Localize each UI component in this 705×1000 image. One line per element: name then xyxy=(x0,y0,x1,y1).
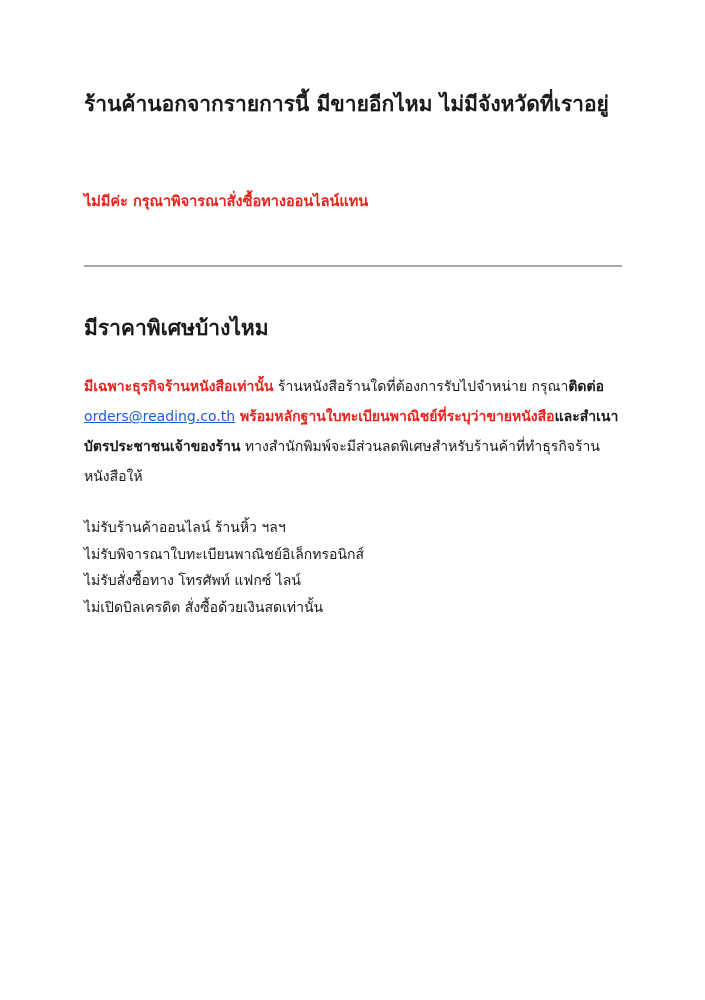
conditions-list xyxy=(84,515,624,621)
requirement-note: พร้อมหลักฐานใบทะเบียนพาณิชย์ที่ระบุว่าขายหนังสือ xyxy=(235,409,555,425)
condition-item: ไม่รับสั่งซื้อทาง โทรศัพท์ แฟกซ์ ไลน์ xyxy=(84,573,301,589)
special-price-paragraph xyxy=(84,372,624,492)
id-copy-note: และสำเนาบัตรประชาชนเจ้าของร้าน xyxy=(84,409,619,455)
answer-other-stores: ไม่มีค่ะ กรุณาพิจารณาสั่งซื้อทางออนไลน์แทน xyxy=(84,194,369,210)
condition-item: ไม่รับพิจารณาใบทะเบียนพาณิชย์อิเล็กทรอนิกส์ xyxy=(84,546,365,563)
contact-label: ติดต่อ xyxy=(568,379,605,395)
paragraph-text-1: ร้านหนังสือร้านใดที่ต้องการรับไปจำหน่าย กรุณา xyxy=(273,379,569,395)
question-other-stores: ร้านค้านอกจากรายการนี้ มีขายอีกไหม ไม่มีจังหวัดที่เราอยู่ xyxy=(84,92,609,116)
section-divider xyxy=(84,265,622,267)
paragraph-text-2: ทางสำนักพิมพ์จะมีส่วนลดพิเศษสำหรับร้านค้าที่ทำธุรกิจร้านหนังสือให้ xyxy=(84,439,600,485)
orders-email-link[interactable]: orders@reading.co.th xyxy=(84,409,236,425)
condition-item: ไม่รับร้านค้าออนไลน์ ร้านหิ้ว ฯลฯ xyxy=(84,520,286,536)
condition-item: ไม่เปิดบิลเครดิต สั่งซื้อด้วยเงินสดเท่านั้น xyxy=(84,599,324,616)
bookstore-only-note: มีเฉพาะธุรกิจร้านหนังสือเท่านั้น xyxy=(84,379,274,395)
question-special-price: มีราคาพิเศษบ้างไหม xyxy=(84,316,269,340)
